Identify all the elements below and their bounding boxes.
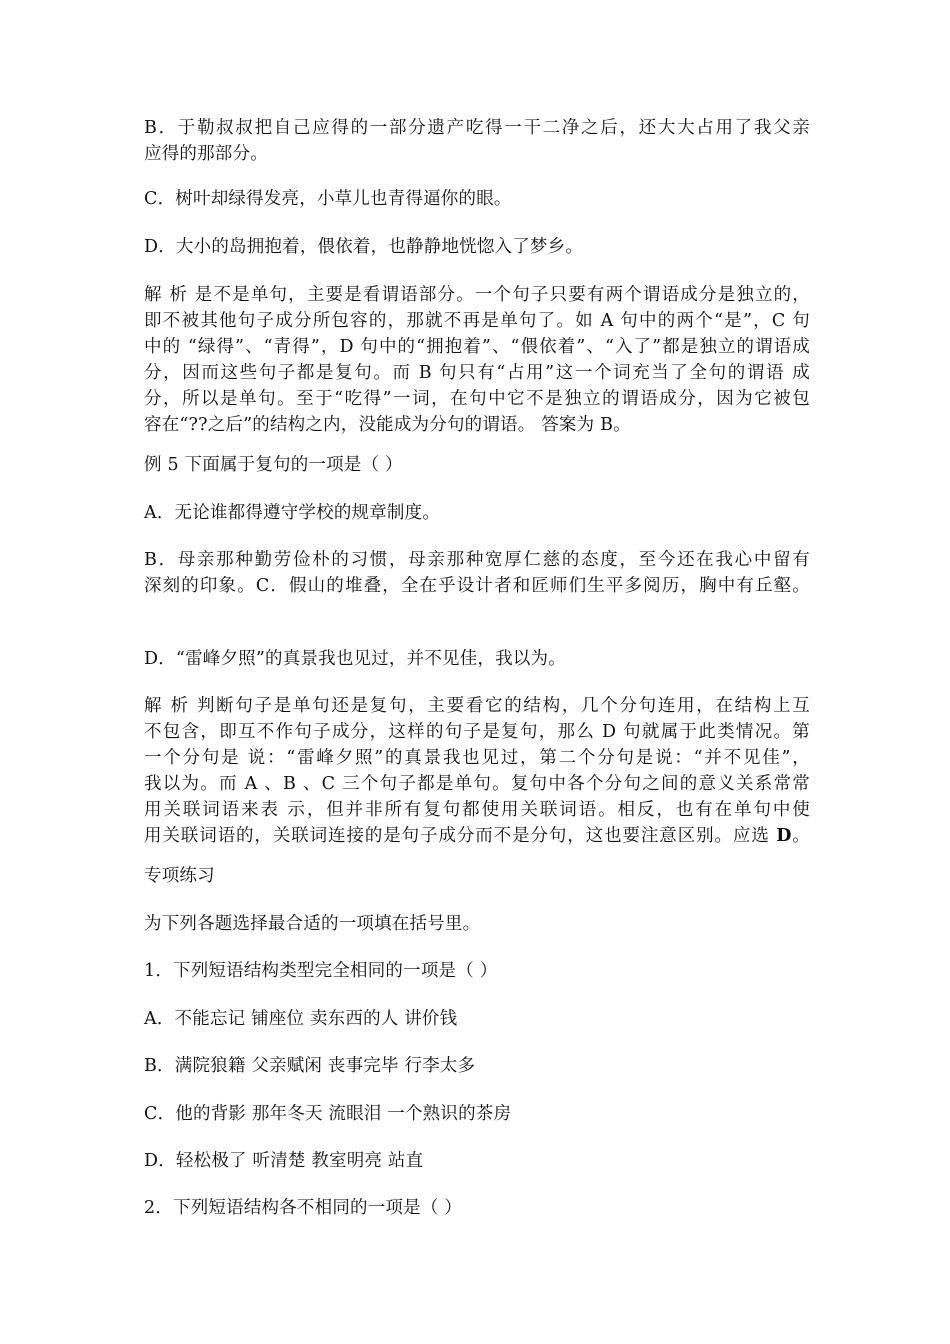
analysis-paragraph-4 [144,282,810,438]
text-line: 我以为。而 A 、B 、C 三个句子都是单句。复句中各个分句之间的意义关系常常 [144,774,810,794]
question-2 [144,1195,810,1221]
text-line: A．无论谁都得遵守学校的规章制度。 [144,503,441,523]
option-b-paragraph [144,115,810,167]
text-line: 分，所以是单句。至于“吃得”一词，在句中它不是独立的谓语成分，因为它被包 [144,389,810,409]
text-segment: 用关联词语的，关联词连接的是句子成分而不是分句，这也要注意区别。应选 [144,826,777,846]
option-d-paragraph [144,234,810,260]
analysis-paragraph-5 [144,693,810,849]
text-line: 容在“??之后”的结构之内，没能成为分句的谓语。 答案为 B。 [144,415,631,435]
text-line: 专项练习 [144,866,215,886]
text-line: 不包含，即互不作句子成分，这样的句子是复句，那么 D 句就属于此类情况。第 [144,722,810,742]
text-line: 中的 “绿得”、“青得”，D 句中的“拥抱着”、“偎依着”、“入了”都是独立的谓语成 [144,337,810,357]
text-line: 用关联词语来表 示，但并非所有复句都使用关联词语。相反，也有在单句中使 [144,800,810,820]
text-segment: 。 [791,826,810,846]
question-1-option-c [144,1101,810,1127]
text-line: D．“雷峰夕照”的真景我也见过，并不见佳，我以为。 [144,649,566,669]
practice-instructions [144,911,810,937]
text-line-with-answer [144,823,810,849]
question-1-option-a [144,1006,810,1032]
option-c-paragraph [144,186,810,212]
text-line: 即不被其他句子成分所包容的，那就不再是单句了。如 A 句中的两个“是”，C 句 [144,311,810,331]
example-5-option-d [144,646,810,672]
text-line: C．他的背影 那年冬天 流眼泪 一个熟识的茶房 [144,1104,512,1124]
text-line: 深刻的印象。C．假山的堆叠，全在乎设计者和匠师们生平多阅历，胸中有丘壑。 [144,576,810,596]
question-1-option-d [144,1148,810,1174]
text-line: D．轻松极了 听清楚 教室明亮 站直 [144,1151,424,1171]
practice-section-title [144,863,810,889]
text-line: A．不能忘记 铺座位 卖东西的人 讲价钱 [144,1009,458,1029]
text-line: D．大小的岛拥抱着，偎依着，也静静地恍惚入了梦乡。 [144,237,584,257]
example-5-heading [144,452,810,478]
text-line: B．于勒叔叔把自己应得的一部分遗产吃得一干二净之后，还大大占用了我父亲 [144,118,810,138]
text-line: 分，因而这些句子都是复句。而 B 句只有“占用”这一个词充当了全句的谓语 成 [144,363,810,383]
text-line: 例 5 下面属于复句的一项是（ ） [144,455,403,475]
answer-letter: D [776,826,792,846]
text-line: 2．下列短语结构各不相同的一项是（ ） [144,1198,462,1218]
example-5-option-a [144,500,810,526]
text-line: C．树叶却绿得发亮，小草儿也青得逼你的眼。 [144,189,512,209]
text-line: 1．下列短语结构类型完全相同的一项是（ ） [144,961,498,981]
question-1 [144,958,810,984]
question-1-option-b [144,1053,810,1079]
text-line: 应得的那部分。 [144,144,268,164]
text-line: B．母亲那种勤劳俭朴的习惯，母亲那种宽厚仁慈的态度，至今还在我心中留有 [144,550,810,570]
text-line: 解 析 判断句子是单句还是复句，主要看它的结构，几个分句连用，在结构上互 [144,696,810,716]
example-5-option-bc [144,547,810,599]
text-line: 为下列各题选择最合适的一项填在括号里。 [144,914,481,934]
text-line: 解 析 是不是单句，主要是看谓语部分。一个句子只要有两个谓语成分是独立的， [144,285,810,305]
text-line: 一个分句是 说：“雷峰夕照”的真景我也见过，第二个分句是说：“并不见佳”， [144,748,810,768]
text-line: B．满院狼籍 父亲赋闲 丧事完毕 行李太多 [144,1056,476,1076]
